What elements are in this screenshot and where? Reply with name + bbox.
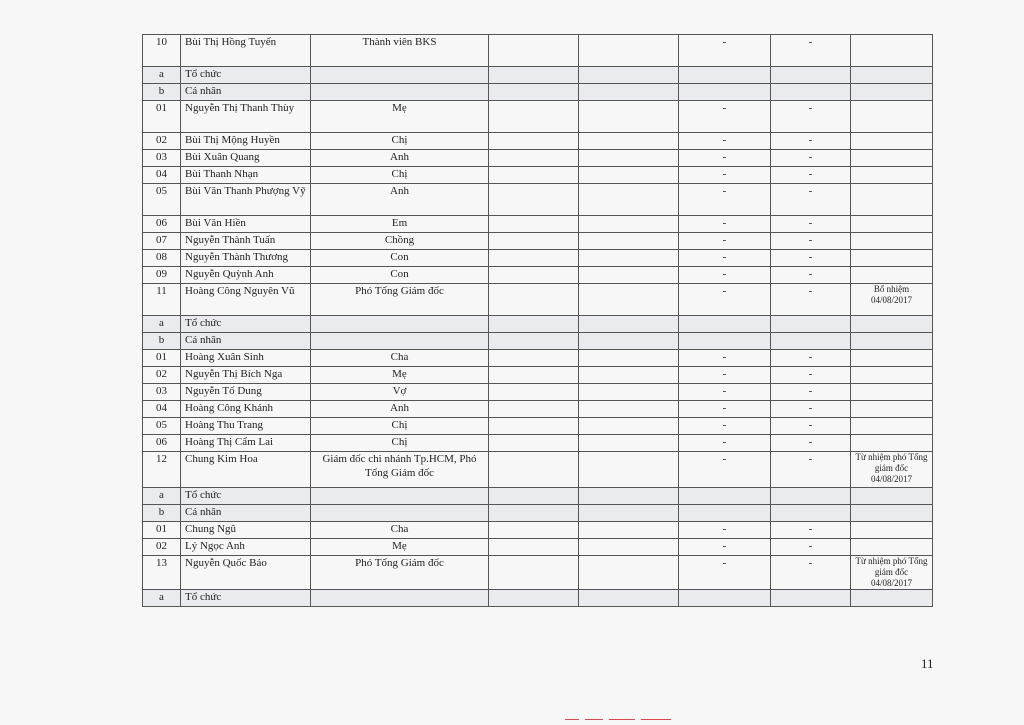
empty-cell <box>579 452 679 488</box>
row-number: 08 <box>143 250 181 267</box>
empty-cell <box>489 539 579 556</box>
relationship: Giám đốc chi nhánh Tp.HCM, Phó Tổng Giám đốc <box>311 452 489 488</box>
empty-cell <box>579 556 679 590</box>
person-name: Bùi Văn Thanh Phượng Vỹ <box>181 184 311 216</box>
relationship: Chồng <box>311 233 489 250</box>
table-row <box>143 184 933 216</box>
table-row-member <box>143 556 933 590</box>
empty-cell <box>579 401 679 418</box>
note <box>851 384 933 401</box>
empty-cell <box>489 488 579 505</box>
value-b: - <box>771 101 851 133</box>
value-b: - <box>771 539 851 556</box>
table-row <box>143 384 933 401</box>
note <box>851 333 933 350</box>
value-b <box>771 84 851 101</box>
note <box>851 233 933 250</box>
empty-cell <box>579 367 679 384</box>
relationship: Mẹ <box>311 101 489 133</box>
value-a: - <box>679 350 771 367</box>
value-a: - <box>679 216 771 233</box>
note <box>851 488 933 505</box>
row-number: a <box>143 67 181 84</box>
table-row <box>143 216 933 233</box>
table-row-category <box>143 590 933 607</box>
value-b: - <box>771 167 851 184</box>
value-b: - <box>771 284 851 316</box>
page-number: 11 <box>921 656 934 671</box>
empty-cell <box>489 216 579 233</box>
relationship: Em <box>311 216 489 233</box>
empty-cell <box>489 418 579 435</box>
row-number: 03 <box>143 384 181 401</box>
person-name: Lý Ngọc Anh <box>181 539 311 556</box>
empty-cell <box>489 101 579 133</box>
row-number: 10 <box>143 35 181 67</box>
note <box>851 150 933 167</box>
relationship: Con <box>311 250 489 267</box>
person-name: Cá nhân <box>181 333 311 350</box>
empty-cell <box>579 216 679 233</box>
table-row <box>143 435 933 452</box>
value-a: - <box>679 522 771 539</box>
note <box>851 167 933 184</box>
relationship: Cha <box>311 522 489 539</box>
empty-cell <box>489 384 579 401</box>
person-name: Hoàng Công Khánh <box>181 401 311 418</box>
row-number: 01 <box>143 101 181 133</box>
table-row-category <box>143 505 933 522</box>
row-number: 01 <box>143 522 181 539</box>
empty-cell <box>489 233 579 250</box>
value-a: - <box>679 267 771 284</box>
table-row <box>143 233 933 250</box>
person-name: Hoàng Xuân Sinh <box>181 350 311 367</box>
table-row <box>143 418 933 435</box>
empty-cell <box>489 184 579 216</box>
note <box>851 67 933 84</box>
table-row-category <box>143 67 933 84</box>
note <box>851 316 933 333</box>
value-a: - <box>679 435 771 452</box>
empty-cell <box>579 488 679 505</box>
note <box>851 84 933 101</box>
row-number: 13 <box>143 556 181 590</box>
row-number: 07 <box>143 233 181 250</box>
value-b <box>771 488 851 505</box>
person-name: Nguyễn Thị Bích Nga <box>181 367 311 384</box>
note <box>851 267 933 284</box>
row-number: 04 <box>143 167 181 184</box>
row-number: a <box>143 316 181 333</box>
table-row-category <box>143 488 933 505</box>
empty-cell <box>489 35 579 67</box>
note <box>851 435 933 452</box>
row-number: 03 <box>143 150 181 167</box>
note: Từ nhiệm phó Tổng giám đốc 04/08/2017 <box>851 556 933 590</box>
value-a <box>679 505 771 522</box>
row-number: 06 <box>143 216 181 233</box>
value-a: - <box>679 184 771 216</box>
table-row-category <box>143 84 933 101</box>
row-number: 09 <box>143 267 181 284</box>
value-a <box>679 84 771 101</box>
empty-cell <box>579 539 679 556</box>
person-name: Tổ chức <box>181 488 311 505</box>
value-b <box>771 316 851 333</box>
empty-cell <box>579 590 679 607</box>
empty-cell <box>579 101 679 133</box>
value-b <box>771 333 851 350</box>
empty-cell <box>579 184 679 216</box>
empty-cell <box>489 316 579 333</box>
value-b: - <box>771 401 851 418</box>
person-name: Chung Kim Hoa <box>181 452 311 488</box>
value-a: - <box>679 418 771 435</box>
note <box>851 505 933 522</box>
value-a <box>679 488 771 505</box>
row-number: 02 <box>143 539 181 556</box>
empty-cell <box>489 267 579 284</box>
empty-cell <box>489 133 579 150</box>
value-b <box>771 505 851 522</box>
person-name: Nguyễn Thành Thương <box>181 250 311 267</box>
note <box>851 133 933 150</box>
value-b: - <box>771 350 851 367</box>
relationship <box>311 316 489 333</box>
relationship: Anh <box>311 184 489 216</box>
person-name: Cá nhân <box>181 84 311 101</box>
table-row-member <box>143 35 933 67</box>
empty-cell <box>489 556 579 590</box>
note <box>851 101 933 133</box>
row-number: 06 <box>143 435 181 452</box>
row-number: 12 <box>143 452 181 488</box>
relationship: Chị <box>311 133 489 150</box>
empty-cell <box>489 84 579 101</box>
empty-cell <box>579 267 679 284</box>
table-row <box>143 167 933 184</box>
table-row <box>143 350 933 367</box>
person-name: Bùi Thị Mộng Huyền <box>181 133 311 150</box>
table-row-member <box>143 452 933 488</box>
note <box>851 367 933 384</box>
empty-cell <box>489 435 579 452</box>
relationship: Mẹ <box>311 367 489 384</box>
table-row-category <box>143 333 933 350</box>
relationship: Chị <box>311 167 489 184</box>
value-a: - <box>679 167 771 184</box>
person-name: Tổ chức <box>181 67 311 84</box>
table-body <box>143 35 933 607</box>
person-name: Hoàng Thị Cẩm Lai <box>181 435 311 452</box>
value-a: - <box>679 35 771 67</box>
value-b <box>771 67 851 84</box>
relationship: Phó Tổng Giám đốc <box>311 556 489 590</box>
value-b: - <box>771 522 851 539</box>
empty-cell <box>579 350 679 367</box>
empty-cell <box>579 233 679 250</box>
empty-cell <box>489 67 579 84</box>
empty-cell <box>489 350 579 367</box>
relationship <box>311 590 489 607</box>
relationship <box>311 333 489 350</box>
value-b: - <box>771 435 851 452</box>
person-name: Cá nhân <box>181 505 311 522</box>
relationship: Anh <box>311 150 489 167</box>
empty-cell <box>489 522 579 539</box>
table-row <box>143 150 933 167</box>
person-name: Bùi Xuân Quang <box>181 150 311 167</box>
value-b: - <box>771 216 851 233</box>
value-a: - <box>679 539 771 556</box>
value-b: - <box>771 150 851 167</box>
note <box>851 590 933 607</box>
relationship: Vợ <box>311 384 489 401</box>
value-a: - <box>679 150 771 167</box>
person-name: Bùi Thị Hồng Tuyến <box>181 35 311 67</box>
table-row <box>143 401 933 418</box>
value-b: - <box>771 133 851 150</box>
person-name: Bùi Thanh Nhạn <box>181 167 311 184</box>
empty-cell <box>489 167 579 184</box>
relationship: Chị <box>311 435 489 452</box>
value-b <box>771 590 851 607</box>
value-a <box>679 590 771 607</box>
relationship: Thành viên BKS <box>311 35 489 67</box>
row-number: b <box>143 84 181 101</box>
row-number: a <box>143 590 181 607</box>
value-a <box>679 67 771 84</box>
empty-cell <box>579 167 679 184</box>
empty-cell <box>579 418 679 435</box>
value-a: - <box>679 367 771 384</box>
value-b: - <box>771 367 851 384</box>
empty-cell <box>489 150 579 167</box>
note <box>851 184 933 216</box>
person-name: Bùi Văn Hiền <box>181 216 311 233</box>
row-number: 02 <box>143 367 181 384</box>
empty-cell <box>579 133 679 150</box>
person-name: Nguyễn Quỳnh Anh <box>181 267 311 284</box>
note <box>851 35 933 67</box>
relationship: Con <box>311 267 489 284</box>
row-number: 11 <box>143 284 181 316</box>
relationship: Phó Tổng Giám đốc <box>311 284 489 316</box>
note <box>851 539 933 556</box>
empty-cell <box>489 452 579 488</box>
related-persons-table <box>142 34 933 607</box>
person-name: Tổ chức <box>181 316 311 333</box>
table-row <box>143 367 933 384</box>
relationship <box>311 505 489 522</box>
note <box>851 401 933 418</box>
relationship: Anh <box>311 401 489 418</box>
empty-cell <box>489 401 579 418</box>
row-number: 02 <box>143 133 181 150</box>
person-name: Tổ chức <box>181 590 311 607</box>
value-b: - <box>771 452 851 488</box>
table-row <box>143 267 933 284</box>
relationship <box>311 488 489 505</box>
value-a: - <box>679 233 771 250</box>
empty-cell <box>489 505 579 522</box>
empty-cell <box>579 67 679 84</box>
note <box>851 418 933 435</box>
person-name: Nguyễn Thành Tuấn <box>181 233 311 250</box>
empty-cell <box>579 435 679 452</box>
empty-cell <box>579 505 679 522</box>
row-number: b <box>143 333 181 350</box>
empty-cell <box>579 150 679 167</box>
row-number: 04 <box>143 401 181 418</box>
table-row <box>143 539 933 556</box>
row-number: a <box>143 488 181 505</box>
value-a: - <box>679 401 771 418</box>
value-b: - <box>771 250 851 267</box>
empty-cell <box>489 590 579 607</box>
empty-cell <box>579 284 679 316</box>
empty-cell <box>579 35 679 67</box>
empty-cell <box>579 84 679 101</box>
note: Từ nhiệm phó Tổng giám đốc 04/08/2017 <box>851 452 933 488</box>
note <box>851 350 933 367</box>
table-row <box>143 250 933 267</box>
value-b: - <box>771 267 851 284</box>
relationship: Cha <box>311 350 489 367</box>
person-name: Nguyễn Tố Dung <box>181 384 311 401</box>
value-b: - <box>771 233 851 250</box>
person-name: Chung Ngũ <box>181 522 311 539</box>
table-row-member <box>143 284 933 316</box>
value-b: - <box>771 418 851 435</box>
note <box>851 250 933 267</box>
relationship: Chị <box>311 418 489 435</box>
table-row <box>143 522 933 539</box>
empty-cell <box>579 522 679 539</box>
empty-cell <box>579 250 679 267</box>
note <box>851 522 933 539</box>
table-row <box>143 133 933 150</box>
relationship: Mẹ <box>311 539 489 556</box>
value-a: - <box>679 101 771 133</box>
value-b: - <box>771 556 851 590</box>
empty-cell <box>489 284 579 316</box>
relationship <box>311 67 489 84</box>
row-number: 01 <box>143 350 181 367</box>
value-a: - <box>679 133 771 150</box>
empty-cell <box>579 333 679 350</box>
note <box>851 216 933 233</box>
row-number: b <box>143 505 181 522</box>
person-name: Hoàng Thu Trang <box>181 418 311 435</box>
value-a: - <box>679 250 771 267</box>
empty-cell <box>579 384 679 401</box>
value-b: - <box>771 384 851 401</box>
empty-cell <box>489 367 579 384</box>
value-b: - <box>771 35 851 67</box>
row-number: 05 <box>143 418 181 435</box>
table-row-category <box>143 316 933 333</box>
relationship <box>311 84 489 101</box>
value-a <box>679 316 771 333</box>
row-number: 05 <box>143 184 181 216</box>
table-row <box>143 101 933 133</box>
value-b: - <box>771 184 851 216</box>
person-name: Nguyễn Quốc Bảo <box>181 556 311 590</box>
empty-cell <box>489 333 579 350</box>
empty-cell <box>579 316 679 333</box>
value-a: - <box>679 452 771 488</box>
empty-cell <box>489 250 579 267</box>
value-a: - <box>679 284 771 316</box>
value-a <box>679 333 771 350</box>
value-a: - <box>679 384 771 401</box>
person-name: Hoàng Công Nguyên Vũ <box>181 284 311 316</box>
value-a: - <box>679 556 771 590</box>
signature-mark <box>565 712 685 722</box>
person-name: Nguyễn Thị Thanh Thùy <box>181 101 311 133</box>
note: Bổ nhiệm 04/08/2017 <box>851 284 933 316</box>
